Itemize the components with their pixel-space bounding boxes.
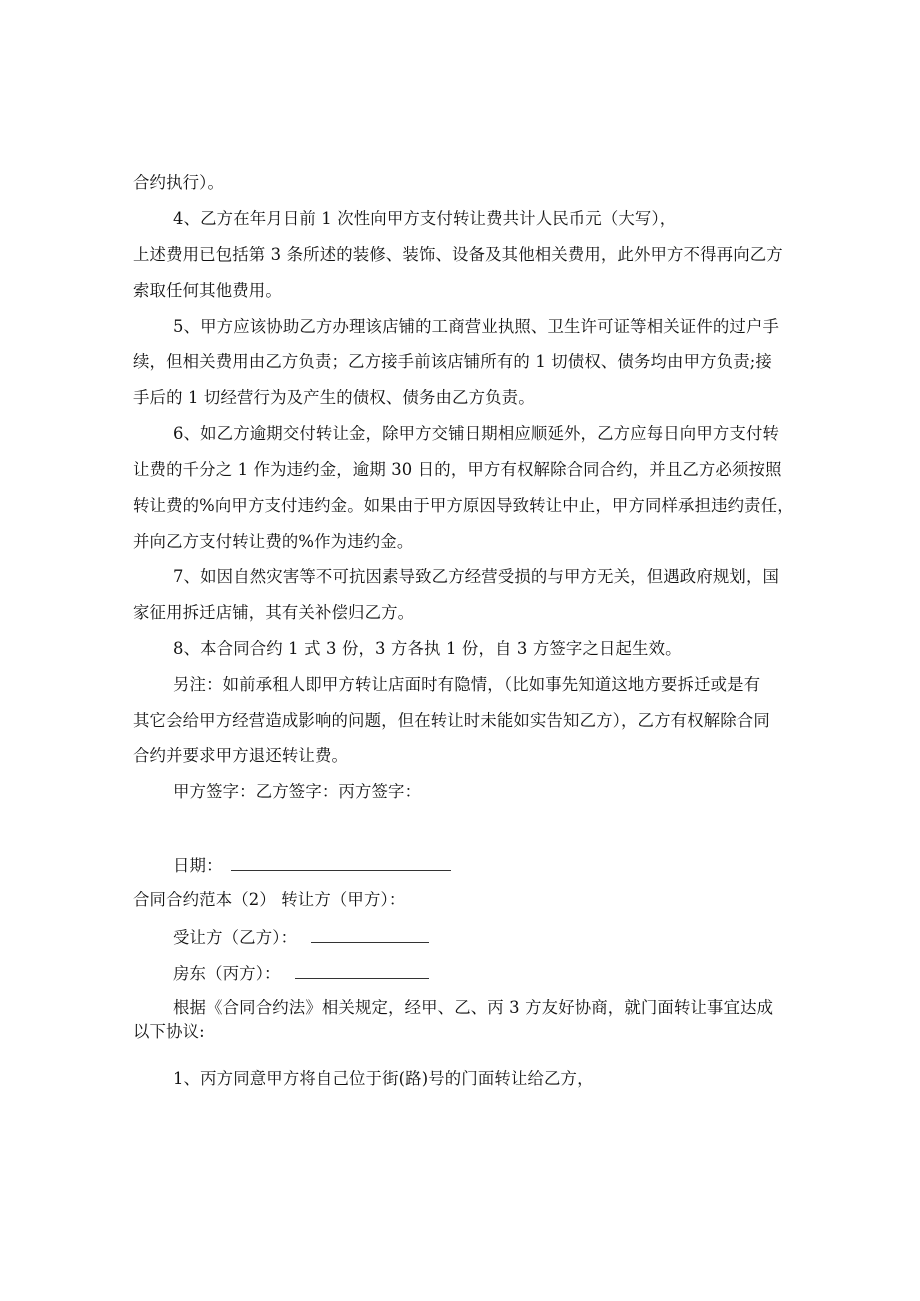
text-line: 并向乙方支付转让费的%作为违约金。: [133, 532, 414, 551]
text-line: 合约执行）。: [133, 173, 225, 192]
landlord-label: 房东（丙方）：: [173, 964, 281, 983]
text-line: 1、丙方同意甲方将自己位于街(路)号的门面转让给乙方，: [173, 1069, 594, 1088]
transferee-field: [311, 926, 429, 943]
text-line: 7、如因自然灾害等不可抗因素导致乙方经营受损的与甲方无关，但遇政府规划，国: [173, 567, 780, 586]
text-line: 其它会给甲方经营造成影响的问题，但在转让时未能如实告知乙方），乙方有权解除合同: [133, 711, 770, 730]
template-heading: 合同合约范本（2） 转让方（甲方）：: [133, 890, 406, 909]
date-line: [173, 854, 451, 876]
text-line: 手后的 1 切经营行为及产生的债权、债务由乙方负责。: [133, 388, 535, 407]
text-line: 上述费用已包括第 3 条所述的装修、装饰、设备及其他相关费用，此外甲方不得再向乙方: [133, 245, 783, 264]
text-line: 另注：如前承租人即甲方转让店面时有隐情，（比如事先知道这地方要拆迁或是有: [173, 675, 761, 694]
text-line: 家征用拆迁店铺，其有关补偿归乙方。: [133, 603, 415, 622]
text-line: 让费的千分之 1 作为违约金，逾期 30 日的，甲方有权解除合同合约，并且乙方必须按照: [133, 460, 782, 479]
date-label: 日期：: [173, 856, 223, 875]
text-line: 4、乙方在年月日前 1 次性向甲方支付转让费共计人民币元（大写），: [173, 209, 677, 228]
transferee-label: 受让方（乙方）：: [173, 928, 298, 947]
text-line: 5、甲方应该协助乙方办理该店铺的工商营业执照、卫生许可证等相关证件的过户手: [173, 317, 780, 336]
text-line: 合约并要求甲方退还转让费。: [133, 746, 349, 765]
signature-line: 甲方签字：乙方签字：丙方签字：: [173, 782, 422, 801]
landlord-field: [295, 962, 429, 979]
text-line: 以下协议:: [133, 1022, 205, 1041]
date-field: [231, 854, 451, 871]
text-line: 根据《合同合约法》相关规定，经甲、乙、丙 3 方友好协商，就门面转让事宜达成: [173, 998, 774, 1017]
text-line: 转让费的%向甲方支付违约金。如果由于甲方原因导致转让中止，甲方同样承担违约责任，: [133, 496, 794, 515]
text-line: 续，但相关费用由乙方负责；乙方接手前该店铺所有的 1 切债权、债务均由甲方负责;接: [133, 352, 772, 371]
landlord-line: [173, 962, 429, 984]
text-line: 索取任何其他费用。: [133, 281, 282, 300]
transferee-line: [173, 926, 429, 948]
text-line: 6、如乙方逾期交付转让金，除甲方交铺日期相应顺延外，乙方应每日向甲方支付转: [173, 424, 780, 443]
text-line: 8、本合同合约 1 式 3 份，3 方各执 1 份，自 3 方签字之日起生效。: [173, 639, 682, 658]
